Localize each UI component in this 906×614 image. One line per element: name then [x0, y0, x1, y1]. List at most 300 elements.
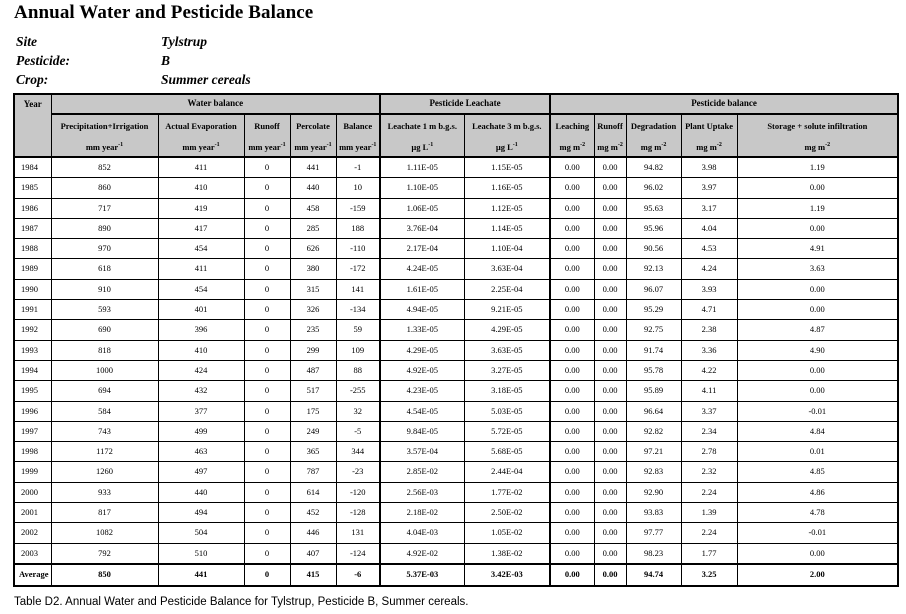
value-cell: 88 — [336, 360, 380, 380]
header-unit — [51, 139, 158, 157]
value-cell: -0.01 — [737, 401, 898, 421]
value-cell: 440 — [158, 482, 244, 502]
header-col: Runoff — [244, 114, 290, 139]
year-cell: 1992 — [14, 320, 51, 340]
table-row — [14, 523, 898, 543]
value-cell: 0.00 — [594, 239, 626, 259]
table-row — [14, 279, 898, 299]
header-col: Balance — [336, 114, 380, 139]
unit-exponent: -1 — [371, 141, 377, 148]
table-row — [14, 442, 898, 462]
value-cell: 2.24 — [681, 523, 737, 543]
table-row — [14, 178, 898, 198]
header-unit — [464, 139, 550, 157]
header-col: Plant Uptake — [681, 114, 737, 139]
value-cell: 0.00 — [550, 462, 594, 482]
value-cell: 0.00 — [594, 360, 626, 380]
unit-text: mm year — [182, 141, 215, 152]
average-cell: 0.00 — [550, 564, 594, 586]
unit-text: mm year — [248, 141, 281, 152]
average-row — [14, 564, 898, 586]
value-cell: 787 — [290, 462, 336, 482]
value-cell: 0.00 — [550, 442, 594, 462]
value-cell: 0.00 — [594, 300, 626, 320]
value-cell: 188 — [336, 218, 380, 238]
value-cell: 131 — [336, 523, 380, 543]
value-cell: 92.90 — [626, 482, 681, 502]
value-cell: -124 — [336, 543, 380, 564]
value-cell: 396 — [158, 320, 244, 340]
value-cell: 497 — [158, 462, 244, 482]
value-cell: 1.39 — [681, 503, 737, 523]
value-cell: 3.93 — [681, 279, 737, 299]
table-row — [14, 198, 898, 218]
value-cell: 424 — [158, 360, 244, 380]
year-cell: 2003 — [14, 543, 51, 564]
value-cell: 0.01 — [737, 442, 898, 462]
value-cell: 0.00 — [550, 381, 594, 401]
value-cell: 93.83 — [626, 503, 681, 523]
value-cell: 96.07 — [626, 279, 681, 299]
value-cell: 377 — [158, 401, 244, 421]
unit-text: mg m — [804, 141, 826, 152]
value-cell: 1082 — [51, 523, 158, 543]
value-cell: 0.00 — [737, 543, 898, 564]
value-cell: 0.00 — [594, 462, 626, 482]
header-year: Year — [14, 94, 51, 157]
value-cell: 3.97 — [681, 178, 737, 198]
value-cell: 690 — [51, 320, 158, 340]
value-cell: 0.00 — [550, 543, 594, 564]
value-cell: 94.82 — [626, 157, 681, 178]
average-cell: 850 — [51, 564, 158, 586]
value-cell: 717 — [51, 198, 158, 218]
table-row — [14, 239, 898, 259]
value-cell: 4.29E-05 — [464, 320, 550, 340]
value-cell: 452 — [290, 503, 336, 523]
value-cell: 90.56 — [626, 239, 681, 259]
value-cell: 4.29E-05 — [380, 340, 464, 360]
value-cell: 92.13 — [626, 259, 681, 279]
unit-text: mm year — [85, 141, 119, 152]
value-cell: 0.00 — [550, 239, 594, 259]
value-cell: 0.00 — [594, 401, 626, 421]
site-label: Site — [16, 34, 38, 49]
value-cell: 0.00 — [550, 279, 594, 299]
year-cell: 2002 — [14, 523, 51, 543]
value-cell: 5.68E-05 — [464, 442, 550, 462]
value-cell: 4.71 — [681, 300, 737, 320]
value-cell: 0 — [244, 320, 290, 340]
value-cell: -255 — [336, 381, 380, 401]
header-group-water: Water balance — [51, 94, 380, 114]
value-cell: 1.12E-05 — [464, 198, 550, 218]
value-cell: 0.00 — [550, 157, 594, 178]
year-cell: 1984 — [14, 157, 51, 178]
value-cell: 97.77 — [626, 523, 681, 543]
value-cell: 0.00 — [594, 503, 626, 523]
pesticide-value: B — [161, 53, 171, 68]
unit-exponent: -1 — [118, 141, 124, 148]
average-cell: 0 — [244, 564, 290, 586]
value-cell: -0.01 — [737, 523, 898, 543]
value-cell: 0.00 — [594, 218, 626, 238]
value-cell: 0 — [244, 198, 290, 218]
value-cell: 0 — [244, 503, 290, 523]
value-cell: 3.63 — [737, 259, 898, 279]
value-cell: 584 — [51, 401, 158, 421]
value-cell: 2.78 — [681, 442, 737, 462]
table-row — [14, 218, 898, 238]
value-cell: 95.29 — [626, 300, 681, 320]
table-row — [14, 462, 898, 482]
value-cell: 3.36 — [681, 340, 737, 360]
table-row — [14, 482, 898, 502]
year-cell: 1994 — [14, 360, 51, 380]
site-value: Tylstrup — [161, 34, 208, 49]
unit-exponent: -2 — [617, 141, 623, 148]
average-label: Average — [14, 564, 51, 586]
table-row — [14, 300, 898, 320]
value-cell: 0 — [244, 543, 290, 564]
year-cell: 1993 — [14, 340, 51, 360]
unit-text: mg m — [696, 141, 717, 152]
value-cell: 417 — [158, 218, 244, 238]
unit-exponent: -1 — [326, 141, 332, 148]
header-col: Actual Evaporation — [158, 114, 244, 139]
value-cell: 0.00 — [737, 381, 898, 401]
header-unit — [380, 139, 464, 157]
value-cell: 0.00 — [550, 360, 594, 380]
value-cell: 910 — [51, 279, 158, 299]
year-cell: 1987 — [14, 218, 51, 238]
value-cell: 0.00 — [737, 178, 898, 198]
unit-exponent: -2 — [716, 141, 722, 148]
value-cell: 0.00 — [594, 543, 626, 564]
header-col: Runoff — [594, 114, 626, 139]
value-cell: 0.00 — [737, 279, 898, 299]
value-cell: 0.00 — [550, 523, 594, 543]
header-col: Leachate 3 m b.g.s. — [464, 114, 550, 139]
unit-text: µg L — [411, 141, 429, 152]
crop-value: Summer cereals — [161, 72, 251, 87]
value-cell: 96.02 — [626, 178, 681, 198]
value-cell: 0.00 — [550, 340, 594, 360]
crop-label: Crop: — [16, 72, 49, 87]
value-cell: 4.90 — [737, 340, 898, 360]
value-cell: 4.86 — [737, 482, 898, 502]
unit-exponent: -2 — [580, 141, 586, 148]
value-cell: 3.76E-04 — [380, 218, 464, 238]
value-cell: 0.00 — [550, 401, 594, 421]
value-cell: 235 — [290, 320, 336, 340]
value-cell: 92.82 — [626, 421, 681, 441]
value-cell: 32 — [336, 401, 380, 421]
value-cell: -110 — [336, 239, 380, 259]
value-cell: 454 — [158, 279, 244, 299]
value-cell: 0.00 — [550, 300, 594, 320]
value-cell: 95.78 — [626, 360, 681, 380]
value-cell: 441 — [290, 157, 336, 178]
value-cell: 4.04E-03 — [380, 523, 464, 543]
value-cell: 407 — [290, 543, 336, 564]
value-cell: 97.21 — [626, 442, 681, 462]
value-cell: 1.38E-02 — [464, 543, 550, 564]
value-cell: 4.22 — [681, 360, 737, 380]
value-cell: 0 — [244, 218, 290, 238]
value-cell: 0.00 — [737, 360, 898, 380]
value-cell: 2.25E-04 — [464, 279, 550, 299]
value-cell: 494 — [158, 503, 244, 523]
year-cell: 1996 — [14, 401, 51, 421]
value-cell: 59 — [336, 320, 380, 340]
value-cell: 365 — [290, 442, 336, 462]
value-cell: 2.85E-02 — [380, 462, 464, 482]
balance-table — [13, 93, 899, 587]
value-cell: 0.00 — [594, 442, 626, 462]
value-cell: 1.05E-02 — [464, 523, 550, 543]
value-cell: 1.77 — [681, 543, 737, 564]
value-cell: 401 — [158, 300, 244, 320]
value-cell: -128 — [336, 503, 380, 523]
value-cell: 0 — [244, 279, 290, 299]
value-cell: 92.83 — [626, 462, 681, 482]
value-cell: 3.63E-05 — [464, 340, 550, 360]
value-cell: 1.15E-05 — [464, 157, 550, 178]
value-cell: 0.00 — [550, 198, 594, 218]
value-cell: 4.87 — [737, 320, 898, 340]
header-group-balance: Pesticide balance — [550, 94, 898, 114]
table-row — [14, 401, 898, 421]
value-cell: 3.63E-04 — [464, 259, 550, 279]
value-cell: 818 — [51, 340, 158, 360]
value-cell: 2.56E-03 — [380, 482, 464, 502]
value-cell: 0.00 — [594, 340, 626, 360]
value-cell: 0 — [244, 482, 290, 502]
value-cell: 743 — [51, 421, 158, 441]
value-cell: 0 — [244, 462, 290, 482]
value-cell: 970 — [51, 239, 158, 259]
page-title: Annual Water and Pesticide Balance — [14, 2, 314, 23]
header-unit — [336, 139, 380, 157]
value-cell: 3.37 — [681, 401, 737, 421]
value-cell: 0.00 — [737, 218, 898, 238]
header-col: Degradation — [626, 114, 681, 139]
average-cell: 2.00 — [737, 564, 898, 586]
value-cell: -134 — [336, 300, 380, 320]
value-cell: -172 — [336, 259, 380, 279]
average-cell: 0.00 — [594, 564, 626, 586]
header-unit — [594, 139, 626, 157]
value-cell: -23 — [336, 462, 380, 482]
unit-exponent: -2 — [825, 141, 831, 148]
unit-text: mm year — [339, 141, 372, 152]
value-cell: 95.96 — [626, 218, 681, 238]
value-cell: 4.91 — [737, 239, 898, 259]
value-cell: 4.92E-05 — [380, 360, 464, 380]
value-cell: 890 — [51, 218, 158, 238]
header-unit — [737, 139, 898, 157]
unit-text: mg m — [559, 141, 581, 152]
unit-text: mg m — [597, 141, 618, 152]
value-cell: 4.85 — [737, 462, 898, 482]
value-cell: 4.92E-02 — [380, 543, 464, 564]
value-cell: -120 — [336, 482, 380, 502]
value-cell: 446 — [290, 523, 336, 543]
value-cell: 95.89 — [626, 381, 681, 401]
average-cell: 415 — [290, 564, 336, 586]
average-cell: 5.37E-03 — [380, 564, 464, 586]
value-cell: 0 — [244, 401, 290, 421]
value-cell: 0.00 — [594, 259, 626, 279]
value-cell: 96.64 — [626, 401, 681, 421]
value-cell: 4.24 — [681, 259, 737, 279]
value-cell: 1.16E-05 — [464, 178, 550, 198]
value-cell: 3.57E-04 — [380, 442, 464, 462]
pesticide-label: Pesticide: — [16, 53, 70, 68]
average-cell: 441 — [158, 564, 244, 586]
value-cell: 1.61E-05 — [380, 279, 464, 299]
value-cell: 694 — [51, 381, 158, 401]
value-cell: 92.75 — [626, 320, 681, 340]
header-col: Leachate 1 m b.g.s. — [380, 114, 464, 139]
unit-exponent: -1 — [512, 141, 518, 148]
value-cell: 4.94E-05 — [380, 300, 464, 320]
value-cell: 499 — [158, 421, 244, 441]
value-cell: 4.54E-05 — [380, 401, 464, 421]
value-cell: 285 — [290, 218, 336, 238]
value-cell: 933 — [51, 482, 158, 502]
value-cell: 1.14E-05 — [464, 218, 550, 238]
value-cell: 0 — [244, 421, 290, 441]
year-cell: 1997 — [14, 421, 51, 441]
value-cell: 0 — [244, 360, 290, 380]
value-cell: 454 — [158, 239, 244, 259]
table-caption: Table D2. Annual Water and Pesticide Balance for Tylstrup, Pesticide B, Summer cereals. — [14, 596, 469, 608]
value-cell: 1.19 — [737, 157, 898, 178]
value-cell: 0.00 — [550, 482, 594, 502]
value-cell: 326 — [290, 300, 336, 320]
value-cell: 91.74 — [626, 340, 681, 360]
unit-text: µg L — [495, 141, 513, 152]
value-cell: 0.00 — [737, 300, 898, 320]
value-cell: 5.72E-05 — [464, 421, 550, 441]
value-cell: 2.24 — [681, 482, 737, 502]
header-unit — [158, 139, 244, 157]
value-cell: 1.10E-04 — [464, 239, 550, 259]
value-cell: 95.63 — [626, 198, 681, 218]
value-cell: 410 — [158, 340, 244, 360]
value-cell: 1.11E-05 — [380, 157, 464, 178]
value-cell: 432 — [158, 381, 244, 401]
value-cell: 0 — [244, 178, 290, 198]
value-cell: 2.34 — [681, 421, 737, 441]
value-cell: 1.77E-02 — [464, 482, 550, 502]
header-col: Storage + solute infiltration — [737, 114, 898, 139]
value-cell: 0 — [244, 523, 290, 543]
value-cell: 614 — [290, 482, 336, 502]
value-cell: 0.00 — [594, 279, 626, 299]
value-cell: 0 — [244, 381, 290, 401]
value-cell: 0.00 — [594, 320, 626, 340]
value-cell: 0.00 — [550, 259, 594, 279]
value-cell: 2.38 — [681, 320, 737, 340]
header-col: Precipitation+Irrigation — [51, 114, 158, 139]
header-unit — [550, 139, 594, 157]
average-cell: -6 — [336, 564, 380, 586]
year-cell: 1999 — [14, 462, 51, 482]
year-cell: 2001 — [14, 503, 51, 523]
value-cell: 0.00 — [594, 157, 626, 178]
table-row — [14, 381, 898, 401]
value-cell: 1000 — [51, 360, 158, 380]
year-cell: 1991 — [14, 300, 51, 320]
value-cell: 411 — [158, 259, 244, 279]
value-cell: 249 — [290, 421, 336, 441]
year-cell: 1995 — [14, 381, 51, 401]
table-row — [14, 503, 898, 523]
value-cell: 0.00 — [550, 503, 594, 523]
value-cell: 2.50E-02 — [464, 503, 550, 523]
value-cell: 0.00 — [594, 381, 626, 401]
value-cell: 2.32 — [681, 462, 737, 482]
value-cell: 1.33E-05 — [380, 320, 464, 340]
value-cell: 9.84E-05 — [380, 421, 464, 441]
value-cell: 109 — [336, 340, 380, 360]
value-cell: 410 — [158, 178, 244, 198]
value-cell: 2.17E-04 — [380, 239, 464, 259]
value-cell: 4.53 — [681, 239, 737, 259]
value-cell: 0.00 — [594, 178, 626, 198]
unit-exponent: -1 — [428, 141, 434, 148]
header-unit — [626, 139, 681, 157]
average-cell: 94.74 — [626, 564, 681, 586]
value-cell: 419 — [158, 198, 244, 218]
value-cell: 458 — [290, 198, 336, 218]
value-cell: 0.00 — [594, 421, 626, 441]
value-cell: 3.18E-05 — [464, 381, 550, 401]
value-cell: 380 — [290, 259, 336, 279]
table-row — [14, 360, 898, 380]
value-cell: -5 — [336, 421, 380, 441]
value-cell: 0 — [244, 442, 290, 462]
value-cell: 344 — [336, 442, 380, 462]
year-cell: 1989 — [14, 259, 51, 279]
value-cell: -159 — [336, 198, 380, 218]
year-cell: 1990 — [14, 279, 51, 299]
value-cell: 1260 — [51, 462, 158, 482]
value-cell: 618 — [51, 259, 158, 279]
year-cell: 1986 — [14, 198, 51, 218]
table-row — [14, 259, 898, 279]
value-cell: 852 — [51, 157, 158, 178]
unit-text: mm year — [294, 141, 327, 152]
value-cell: 593 — [51, 300, 158, 320]
value-cell: 0 — [244, 259, 290, 279]
value-cell: 299 — [290, 340, 336, 360]
value-cell: 504 — [158, 523, 244, 543]
value-cell: 1.19 — [737, 198, 898, 218]
table-row — [14, 157, 898, 178]
value-cell: 1172 — [51, 442, 158, 462]
value-cell: 626 — [290, 239, 336, 259]
value-cell: 141 — [336, 279, 380, 299]
value-cell: 2.18E-02 — [380, 503, 464, 523]
value-cell: 510 — [158, 543, 244, 564]
value-cell: 4.24E-05 — [380, 259, 464, 279]
value-cell: 315 — [290, 279, 336, 299]
value-cell: 4.11 — [681, 381, 737, 401]
